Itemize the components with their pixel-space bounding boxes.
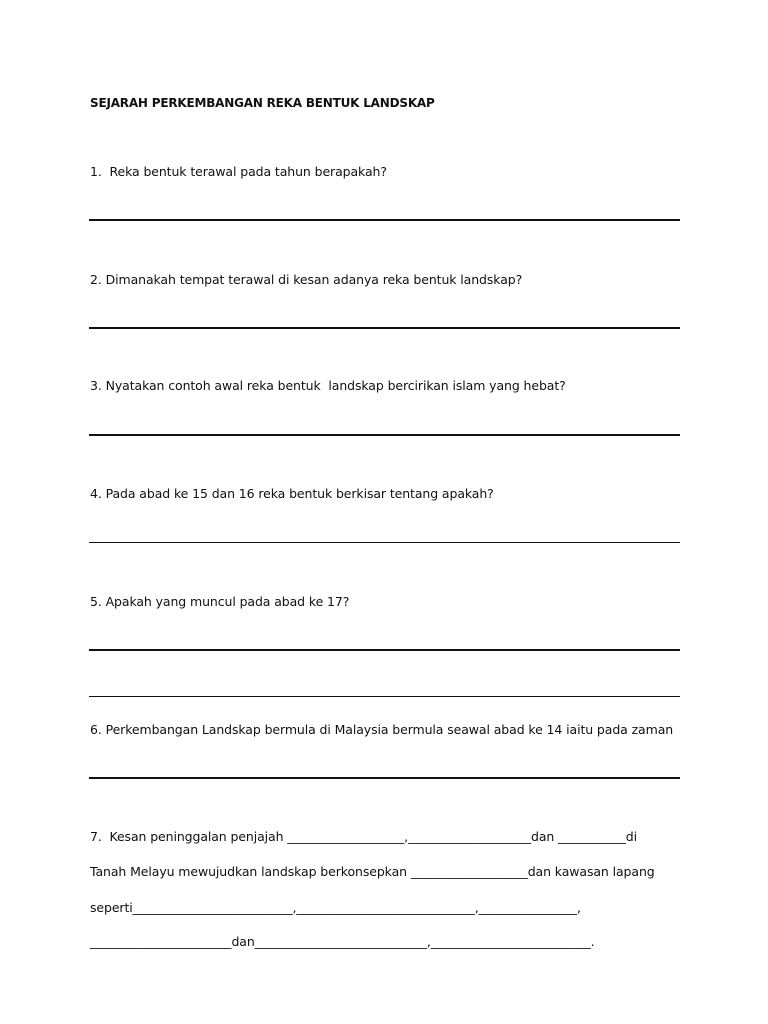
answer-line-4[interactable] [89,542,680,543]
fill-in-line-4[interactable]: _______________________dan____________________________,__________________________. [90,934,595,949]
question-2: 2. Dimanakah tempat terawal di kesan adanya reka bentuk landskap? [90,272,523,287]
fill-in-line-3[interactable]: seperti__________________________,_____________________________,________________, [90,900,581,915]
answer-line-5b[interactable] [89,696,680,697]
question-1: 1. Reka bentuk terawal pada tahun berapakah? [90,164,387,179]
question-5: 5. Apakah yang muncul pada abad ke 17? [90,594,350,609]
worksheet-title: SEJARAH PERKEMBANGAN REKA BENTUK LANDSKAP [90,96,435,110]
question-3: 3. Nyatakan contoh awal reka bentuk landskap bercirikan islam yang hebat? [90,378,566,393]
answer-line-1[interactable] [89,219,680,221]
answer-line-6[interactable] [89,777,680,779]
fill-in-line-2[interactable]: Tanah Melayu mewujudkan landskap berkonsepkan ___________________dan kawasan lapang [90,864,655,879]
question-6: 6. Perkembangan Landskap bermula di Malaysia bermula seawal abad ke 14 iaitu pada zaman [90,722,674,737]
answer-line-2[interactable] [89,327,680,329]
question-4: 4. Pada abad ke 15 dan 16 reka bentuk berkisar tentang apakah? [90,486,494,501]
answer-line-3[interactable] [89,434,680,436]
answer-line-5a[interactable] [89,649,680,651]
fill-in-line-1[interactable]: 7. Kesan peninggalan penjajah ___________________,____________________dan ___________di [90,829,637,844]
